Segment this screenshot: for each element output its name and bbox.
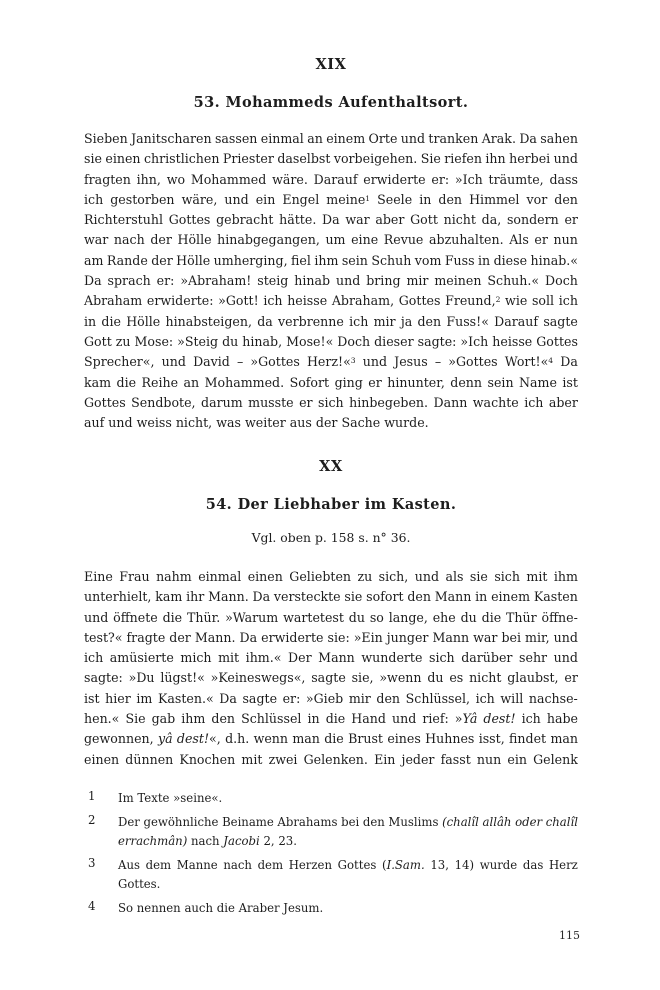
text-line: errachmân) nach Jacobi 2, 23. bbox=[118, 834, 297, 848]
text-line: So nennen auch die Araber Jesum. bbox=[118, 901, 324, 915]
story-53-text bbox=[84, 129, 578, 433]
text-line: sagte: »Du lügst!« »Keineswegs«, sagte sie, »wenn du es nicht glaubst, er bbox=[84, 670, 578, 686]
text-line: und öffnete die Thür. »Warum wartetest du so lange, ehe du die Thür öffne- bbox=[84, 609, 578, 625]
text-line: Sprecher«, und David – »Gottes Herz!«$^3$ und Jesus – »Gottes Wort!«$^4$ Da bbox=[84, 354, 578, 370]
footnote-marker: 1 bbox=[365, 193, 371, 203]
text-line: Sieben Janitscharen sassen einmal an einem Orte und tranken Arak. Da sahen bbox=[84, 131, 578, 146]
footnote-number: 4 bbox=[88, 899, 96, 913]
footnote-marker: 3 bbox=[350, 355, 356, 365]
text-line: Gott zu Mose: »Steig du hinab, Mose!« Doch dieser sagte: »Ich heisse Gottes bbox=[84, 333, 578, 349]
footnote-text bbox=[118, 856, 578, 894]
text-line: einen dünnen Knochen mit zwei Gelenken. Ein jeder fasst nun ein Gelenk bbox=[84, 751, 578, 767]
text-line: am Rande der Hölle umherging, fiel ihm sein Schuh vom Fuss in diese hinab.« bbox=[84, 252, 578, 268]
footnote-text bbox=[118, 813, 578, 851]
text-line: Richterstuhl Gottes gebracht hätte. Da war aber Gott nicht da, sondern er bbox=[84, 212, 578, 228]
story-title-54: 54. Der Liebhaber im Kasten. bbox=[205, 496, 457, 513]
text-line: ich gestorben wäre, und ein Engel meine$^1$ Seele in den Himmel vor den bbox=[84, 191, 578, 207]
text-line: Abraham erwiderte: »Gott! ich heisse Abraham, Gottes Freund,$^2$ wie soll ich bbox=[84, 293, 578, 309]
text-line: in die Hölle hinabsteigen, da verbrenne ich mir ja den Fuss!« Darauf sagte bbox=[84, 313, 578, 329]
text-line: Aus dem Manne nach dem Herzen Gottes (I.Sam. 13, 14) wurde das Herz bbox=[118, 858, 578, 872]
chapter-heading-xix: XIX bbox=[315, 56, 347, 73]
text-line: war nach der Hölle hinabgegangen, um eine Revue abzuhalten. Als er nun bbox=[84, 232, 578, 248]
footnote bbox=[84, 856, 578, 894]
text-line: Gottes Sendbote, darum musste er sich hinbegeben. Dann wachte ich aber bbox=[84, 394, 578, 410]
text-line: Eine Frau nahm einmal einen Geliebten zu sich, und als sie sich mit ihm bbox=[84, 569, 578, 584]
text-line: sie einen christlichen Priester daselbst vorbeigehen. Sie riefen ihn herbei und bbox=[84, 151, 578, 167]
story-54-reference: Vgl. oben p. 158 s. n° 36. bbox=[251, 530, 411, 545]
text-line: fragten ihn, wo Mohammed wäre. Darauf erwiderte er: »Ich träumte, dass bbox=[84, 171, 578, 187]
footnote-text bbox=[118, 899, 578, 918]
footnotes-section bbox=[84, 789, 578, 923]
text-line: auf und weiss nicht, was weiter aus der Sache wurde. bbox=[84, 415, 429, 431]
footnote bbox=[84, 813, 578, 851]
text-line: unterhielt, kam ihr Mann. Da versteckte sie sofort den Mann in einem Kasten bbox=[84, 589, 578, 605]
footnote-marker: 4 bbox=[548, 355, 554, 365]
footnote-number: 1 bbox=[88, 789, 96, 803]
text-line: Da sprach er: »Abraham! steig hinab und bring mir meinen Schuh.« Doch bbox=[84, 273, 578, 289]
text-line: hen.« Sie gab ihm den Schlüssel in die Hand und rief: »Yâ dest! ich habe bbox=[84, 711, 578, 727]
text-line: Der gewöhnliche Beiname Abrahams bei den Muslims (chalîl allâh oder chalîl bbox=[118, 815, 578, 829]
chapter-heading-xx: XX bbox=[319, 458, 343, 475]
page-number: 115 bbox=[559, 929, 580, 942]
story-54-text bbox=[84, 567, 578, 770]
text-line: gewonnen, yâ dest!«, d.h. wenn man die Brust eines Huhnes isst, findet man bbox=[84, 731, 578, 747]
text-line: Gottes. bbox=[118, 877, 161, 891]
text-line: kam die Reihe an Mohammed. Sofort ging er hinunter, denn sein Name ist bbox=[84, 374, 578, 390]
text-line: Im Texte »seine«. bbox=[118, 791, 223, 805]
footnote-marker: 2 bbox=[495, 294, 501, 304]
footnote-number: 3 bbox=[88, 856, 96, 870]
footnote-text bbox=[118, 789, 578, 808]
footnote bbox=[84, 789, 578, 808]
text-line: ist hier im Kasten.« Da sagte er: »Gieb mir den Schlüssel, ich will nachse- bbox=[84, 690, 578, 706]
text-line: ich amüsierte mich mit ihm.« Der Mann wunderte sich darüber sehr und bbox=[84, 650, 578, 666]
text-line: test?« fragte der Mann. Da erwiderte sie: »Ein junger Mann war bei mir, und bbox=[84, 629, 578, 645]
footnote-number: 2 bbox=[88, 813, 96, 827]
story-title-53: 53. Mohammeds Aufenthaltsort. bbox=[193, 94, 469, 111]
footnote bbox=[84, 899, 578, 918]
